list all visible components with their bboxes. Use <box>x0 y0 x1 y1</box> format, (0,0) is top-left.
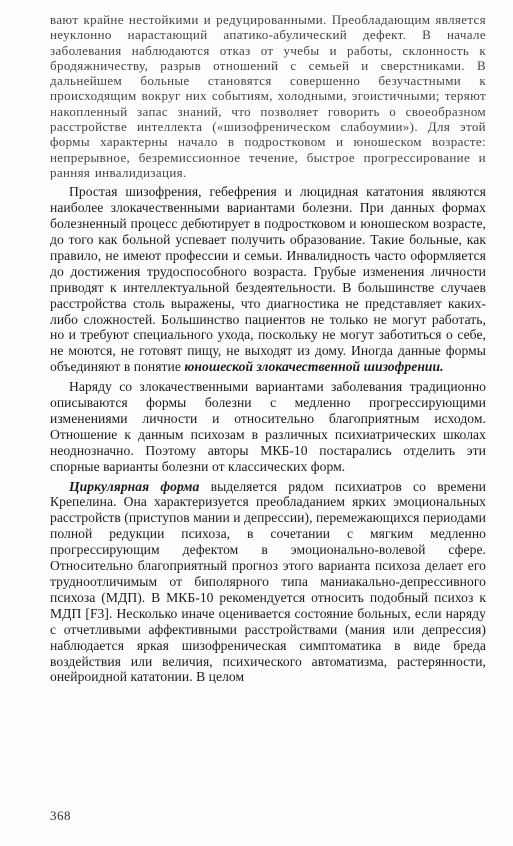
paragraph-slow-progressive-forms <box>50 379 486 474</box>
paragraph-text: выделяется рядом психиатров со времени Крепелина. Она характеризуется преобладанием ярких эмоциональных расстройств (приступов мании и депрессии), перемежающихся периодами полной редукции психоза, в сочетании с мягким медленно прогрессирующим дефектом в эмоционально-волевой сфере. Относительно благоприятный прогноз этого варианта психоза делает его трудноотличимым от биполярного типа маниакально-депрессивного психоза (МДП). В МКБ-10 рекомендуется относить подобный психоз к МДП [F3]. Несколько иначе оценивается состояние больных, если наряду с отчетливыми аффективными расстройствами (мания или депрессия) наблюдается яркая шизофреническая симптоматика в виде бреда воздействия или величия, психического автоматизма, растерянности, онейроидной кататонии. В целом <box>50 478 486 685</box>
paragraph-text: вают крайне нестойкими и редуцированными. Преобладающим является неуклонно нарастающий апатико-абулический дефект. В начале заболевания наблюдаются отказ от учебы и работы, склонность к бродяжничеству, разрыв отношений с семьей и сверстниками. В дальнейшем больные становятся совершенно безучастными к происходящим вокруг них событиям, холодными, эгоистичными; теряют накопленный запас знаний, что позволяет говорить о своеобразном расстройстве интеллекта («шизофреническом слабоумии»). Для этой формы характерны начало в подростковом и юношеском возрасте: непрерывное, безремиссионное течение, быстрое прогрессирование и ранняя инвалидизация. <box>50 12 486 180</box>
paragraph-hebephrenia-continuation <box>50 12 486 180</box>
paragraph-circular-form <box>50 479 486 686</box>
emphasized-term-circular-form: Циркулярная форма <box>69 478 200 494</box>
page-number: 368 <box>50 808 71 823</box>
paragraph-text: Простая шизофрения, гебефрения и люцидная кататония являются наиболее злокачественными вариантами болезни. При данных формах болезненный процесс дебютирует в подростковом и юношеском возрасте, до того как больной успевает получить образование. Такие больные, как правило, не имеют профессии и семьи. Инвалидность часто оформляется до достижения трудоспособного возраста. Грубые изменения личности приводят к интеллектуальной бездеятельности. В большинстве случаев расстройства столь выражены, что диагностика не представляет каких-либо сложностей. Большинство пациентов не только не могут работать, но и требуют специального ухода, поскольку не могут заботиться о себе, не моются, не готовят пищу, не выходят из дому. Иногда данные формы объединяют в понятие <box>50 184 486 375</box>
text-column <box>50 12 486 685</box>
emphasized-term-juvenile-malignant-schizophrenia: юношеской злокачественной шизофрении. <box>184 359 444 375</box>
paragraph-text: Наряду со злокачественными вариантами заболевания традиционно описываются формы болезни с медленно прогрессирующими изменениями личности и относительно благоприятным исходом. Отношение к данным психозам в различных психиатрических школах неоднозначно. Поэтому авторы МКБ-10 постарались отделить эти спорные варианты болезни от классических форм. <box>50 379 486 474</box>
paragraph-malignant-variants <box>50 184 486 375</box>
